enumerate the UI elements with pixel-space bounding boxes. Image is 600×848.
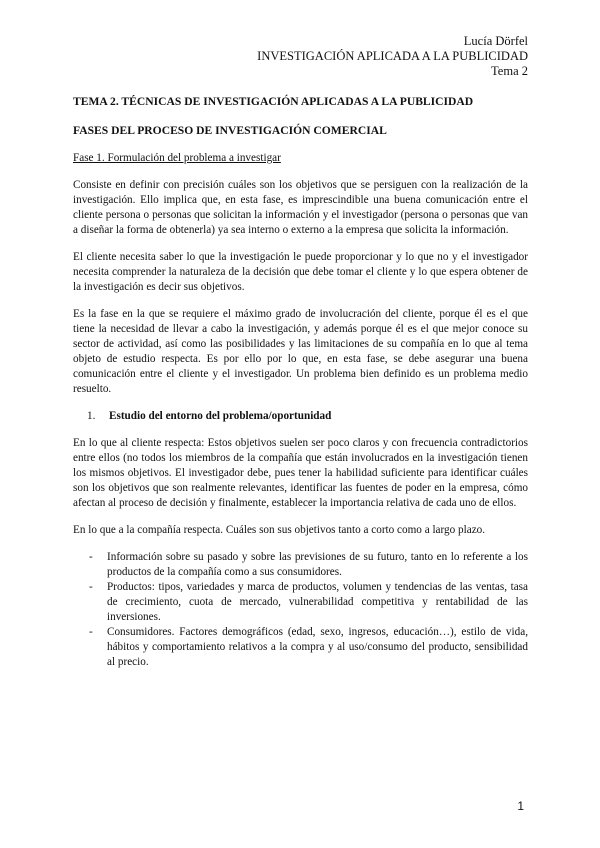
page-number: 1 <box>517 799 524 813</box>
paragraph-3: Es la fase en la que se requiere el máximo grado de involucración del cliente, porque él es el que tiene la necesidad de llevar a cabo la investigación, y además porque él es el que mejor conoce su sector de actividad, así como las posibilidades y las limitaciones de su compañía en lo que al tema objeto de estudio respecta. Es por ello por lo que, en esta fase, se debe asegurar una buena comunicación entre el cliente y el investigador. Un problema bien definido es un problema medio resuelto. <box>73 308 528 395</box>
list-item <box>73 625 528 670</box>
list-item-text: Información sobre su pasado y sobre las previsiones de su futuro, tanto en lo referente a los productos de la compañía como a sus consumidores. <box>107 551 528 578</box>
header-topic: Tema 2 <box>491 64 528 78</box>
page-body <box>73 94 528 670</box>
header-course: INVESTIGACIÓN APLICADA A LA PUBLICIDAD <box>257 49 528 63</box>
heading-number: 1. <box>87 410 96 422</box>
dash-bullet: - <box>89 581 93 593</box>
phase-heading: Fase 1. Formulación del problema a investigar <box>73 152 281 164</box>
numbered-heading <box>73 409 528 424</box>
page-header <box>257 34 528 79</box>
list-item-text: Consumidores. Factores demográficos (edad, sexo, ingresos, educación…), estilo de vida, hábitos y comportamiento relativos a la compra y al uso/consumo del producto, sensibilidad al precio. <box>107 626 528 668</box>
list-item-text: Productos: tipos, variedades y marca de productos, volumen y tendencias de las ventas, tasa de crecimiento, cuota de mercado, vulnerabilidad competitiva y rentabilidad de las inversiones. <box>107 581 528 623</box>
list-item <box>73 580 528 625</box>
document-title: TEMA 2. TÉCNICAS DE INVESTIGACIÓN APLICADAS A LA PUBLICIDAD <box>73 95 474 108</box>
dash-bullet: - <box>89 626 93 638</box>
paragraph-4: En lo que al cliente respecta: Estos objetivos suelen ser poco claros y con frecuencia contradictorios entre ellos (no todos los miembros de la compañía que están involucrados en la investigación tienen los mismos objetivos. El investigador debe, pues tener la habilidad suficiente para identificar cuáles son los objetivos que son realmente relevantes, identificar las fuentes de poder en la empresa, cómo afectan al proceso de decisión y finalmente, establecer la importancia relativa de cada uno de ellos. <box>73 437 528 509</box>
bullet-list <box>73 550 528 670</box>
section-title: FASES DEL PROCESO DE INVESTIGACIÓN COMERCIAL <box>73 124 387 137</box>
paragraph-2: El cliente necesita saber lo que la investigación le puede proporcionar y lo que no y el investigador necesita comprender la naturaleza de la decisión que debe tomar el cliente y lo que espera obtener de la investigación es decir sus objetivos. <box>73 251 528 293</box>
paragraph-5: En lo que a la compañía respecta. Cuáles son sus objetivos tanto a corto como a largo plazo. <box>73 524 486 536</box>
heading-text: Estudio del entorno del problema/oportunidad <box>109 410 332 422</box>
list-item <box>73 550 528 580</box>
paragraph-1: Consiste en definir con precisión cuáles son los objetivos que se persiguen con la realización de la investigación. Ello implica que, en esta fase, es imprescindible una buena comunicación entre el cliente persona o personas que solicitan la información y el investigador (persona o personas que van a diseñar la forma de obtenerla) ya sea interno o externo a la empresa que solicita la información. <box>73 179 528 236</box>
header-author: Lucía Dörfel <box>463 34 528 48</box>
dash-bullet: - <box>89 551 93 563</box>
